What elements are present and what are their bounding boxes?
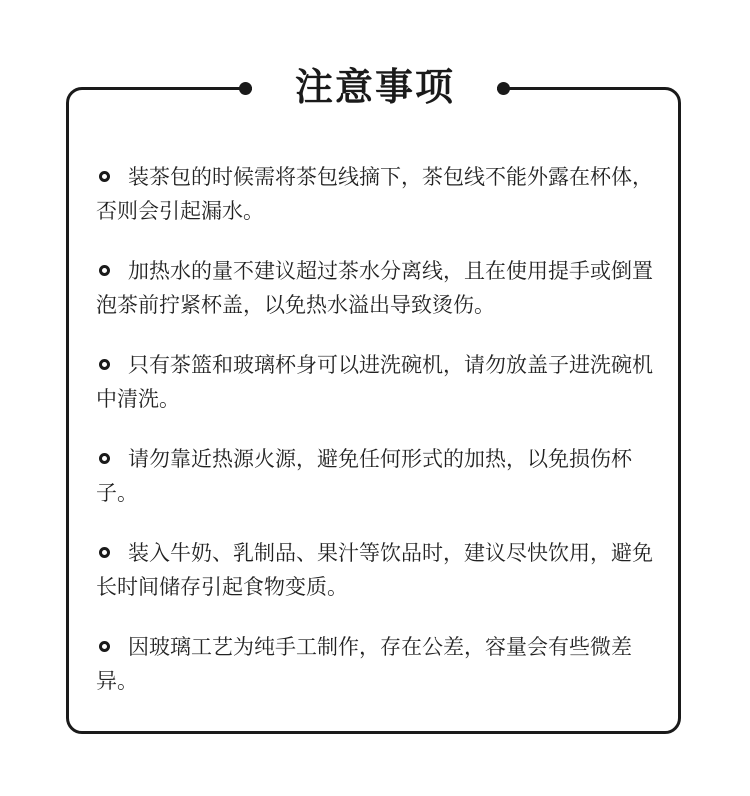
- note-item: [96, 536, 666, 604]
- note-text: 因玻璃工艺为纯手工制作，存在公差，容量会有些微差异。: [96, 635, 632, 693]
- note-text: 加热水的量不建议超过茶水分离线，且在使用提手或倒置泡茶前拧紧杯盖，以免热水溢出导致烫伤。: [96, 259, 653, 317]
- title-left-dot: [239, 82, 252, 95]
- page-title: 注意事项: [294, 65, 455, 109]
- ring-bullet-icon: [99, 171, 110, 182]
- title-right-dot: [497, 82, 510, 95]
- ring-bullet-icon: [99, 547, 110, 558]
- ring-bullet-icon: [99, 453, 110, 464]
- title-background: [255, 58, 495, 116]
- note-text: 请勿靠近热源火源，避免任何形式的加热，以免损伤杯子。: [96, 447, 632, 505]
- note-item: [96, 254, 666, 322]
- note-item: [96, 348, 666, 416]
- note-text: 装茶包的时候需将茶包线摘下，茶包线不能外露在杯体，否则会引起漏水。: [96, 165, 653, 223]
- note-text: 只有茶篮和玻璃杯身可以进洗碗机，请勿放盖子进洗碗机中清洗。: [96, 353, 653, 411]
- ring-bullet-icon: [99, 359, 110, 370]
- note-item: [96, 160, 666, 228]
- title-container: [0, 58, 750, 116]
- note-item: [96, 442, 666, 510]
- notes-list: [96, 160, 666, 698]
- note-item: [96, 630, 666, 698]
- note-text: 装入牛奶、乳制品、果汁等饮品时，建议尽快饮用，避免长时间储存引起食物变质。: [96, 541, 653, 599]
- ring-bullet-icon: [99, 265, 110, 276]
- ring-bullet-icon: [99, 641, 110, 652]
